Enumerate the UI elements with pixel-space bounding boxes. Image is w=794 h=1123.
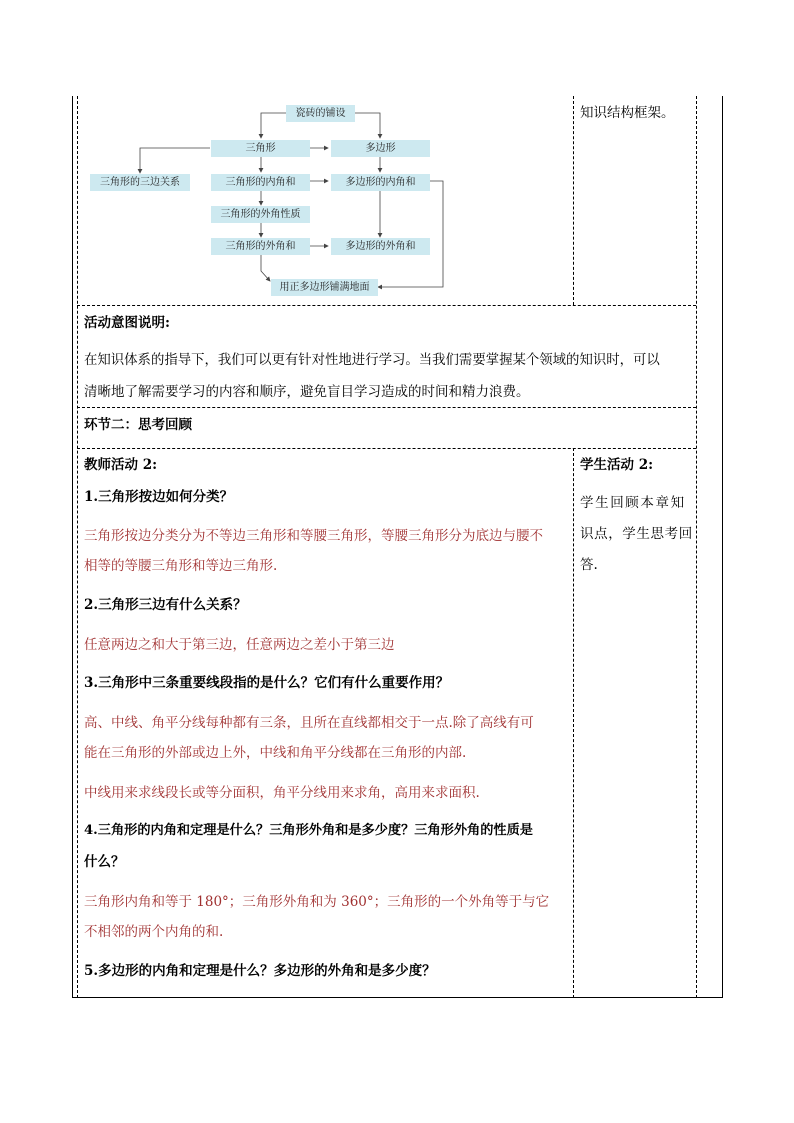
node-poly-interior-sum: 多边形的内角和 bbox=[331, 174, 430, 191]
student-line-3: 答. bbox=[580, 557, 598, 573]
answer-2: 任意两边之和大于第三边，任意两边之差小于第三边 bbox=[84, 637, 395, 653]
intent-heading: 活动意图说明: bbox=[84, 315, 170, 331]
answer-3-line-2: 能在三角形的外部或边上外，中线和角平分线都在三角形的内部. bbox=[84, 745, 467, 761]
node-tri-exterior-property: 三角形的外角性质 bbox=[211, 206, 310, 223]
row-divider-2 bbox=[77, 407, 696, 408]
bottom-border bbox=[72, 997, 723, 998]
answer-3-line-1: 高、中线、角平分线每种都有三条，且所在直线都相交于一点.除了高线有可 bbox=[84, 715, 534, 731]
row-divider-3 bbox=[77, 448, 696, 449]
student-line-1: 学生回顾本章知 bbox=[580, 495, 686, 511]
question-3: 3.三角形中三条重要线段指的是什么？它们有什么重要作用？ bbox=[84, 675, 450, 691]
question-2: 2.三角形三边有什么关系？ bbox=[84, 597, 247, 613]
intent-line-1: 在知识体系的指导下，我们可以更有针对性地进行学习。当我们需要掌握某个领域的知识时，可以 bbox=[84, 353, 660, 368]
answer-3-line-3: 中线用来求线段长或等分面积，角平分线用来求角，高用来求面积. bbox=[84, 785, 480, 801]
section-title: 环节二：思考回顾 bbox=[84, 417, 192, 433]
question-4-line-2: 什么？ bbox=[84, 854, 125, 870]
node-tiles: 瓷砖的铺设 bbox=[286, 105, 355, 122]
node-tri-interior-sum: 三角形的内角和 bbox=[211, 174, 310, 191]
student-activity-heading: 学生活动 2: bbox=[580, 457, 654, 473]
node-tri-exterior-sum: 三角形的外角和 bbox=[211, 238, 310, 255]
question-5: 5.多边形的内角和定理是什么？多边形的外角和是多少度？ bbox=[84, 963, 436, 979]
node-poly-exterior-sum: 多边形的外角和 bbox=[331, 238, 430, 255]
intent-line-2: 清晰地了解需要学习的内容和顺序，避免盲目学习造成的时间和精力浪费。 bbox=[84, 384, 530, 400]
flowchart-arrows bbox=[0, 0, 794, 320]
student-col-framework-text: 知识结构框架。 bbox=[580, 105, 675, 121]
answer-1-line-1: 三角形按边分类分为不等边三角形和等腰三角形，等腰三角形分为底边与腰不 bbox=[84, 528, 543, 544]
answer-4-line-1: 三角形内角和等于 180°；三角形外角和为 360°；三角形的一个外角等于与它 bbox=[84, 894, 550, 910]
node-regular-polygon-tiling: 用正多边形铺满地面 bbox=[271, 279, 378, 296]
student-line-2: 识点，学生思考回 bbox=[580, 526, 693, 542]
question-4-line-1: 4.三角形的内角和定理是什么？三角形外角和是多少度？三角形外角的性质是 bbox=[84, 823, 533, 838]
answer-1-line-2: 相等的等腰三角形和等边三角形. bbox=[84, 558, 278, 574]
teacher-activity-heading: 教师活动 2: bbox=[84, 457, 158, 473]
node-triangle: 三角形 bbox=[211, 140, 310, 157]
node-tri-side-relation: 三角形的三边关系 bbox=[90, 174, 190, 191]
answer-4-line-2: 不相邻的两个内角的和. bbox=[84, 924, 224, 940]
node-polygon: 多边形 bbox=[331, 140, 430, 157]
column-divider-bottom bbox=[573, 448, 574, 998]
question-1: 1.三角形按边如何分类？ bbox=[84, 489, 234, 505]
